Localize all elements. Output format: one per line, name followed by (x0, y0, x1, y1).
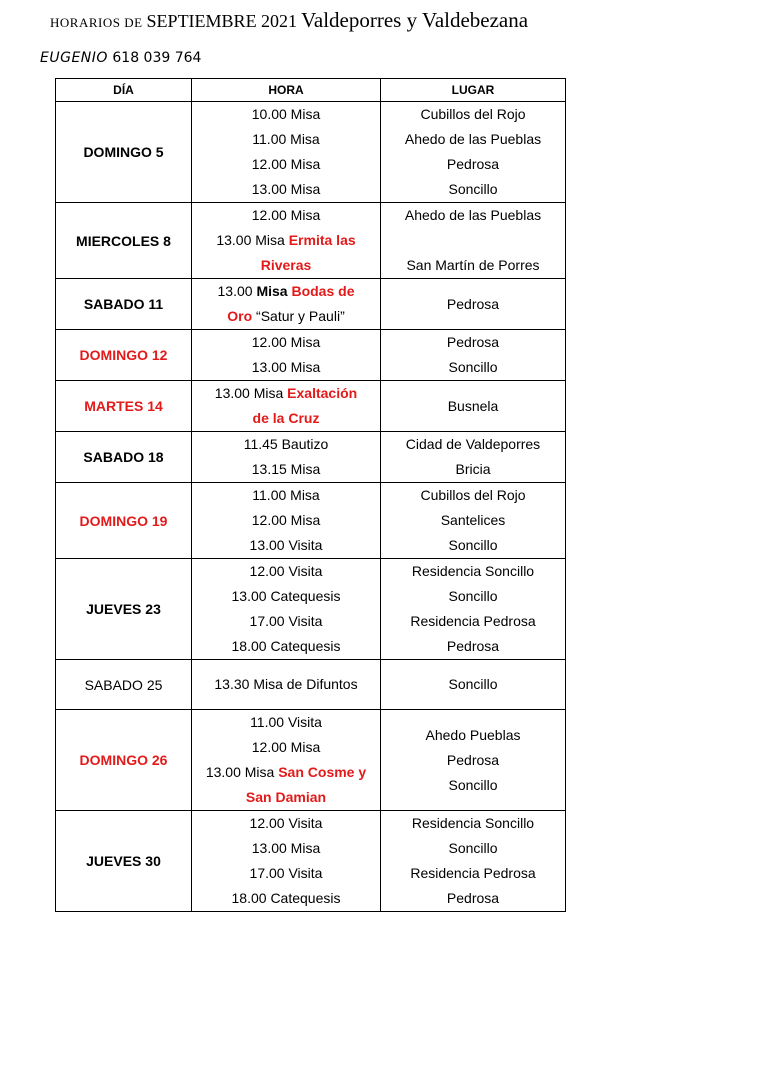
lugar-line: Pedrosa (446, 295, 500, 312)
event-name: Exaltación (287, 385, 358, 401)
hora-cell (192, 203, 381, 279)
day-cell: DOMINGO 5 (56, 102, 192, 203)
contact-name: EUGENIO (40, 50, 108, 66)
title-place: Valdeporres y Valdebezana (301, 8, 529, 32)
hora-line: 17.00 Visita (249, 613, 323, 629)
lugar-cell (381, 432, 566, 483)
lugar-cell (381, 381, 566, 432)
table-row (56, 811, 566, 912)
hora-line: 10.00 Misa (251, 106, 321, 122)
lugar-line: Ahedo Pueblas (425, 726, 521, 743)
lugar-cell (381, 279, 566, 330)
table-row (56, 102, 566, 203)
hora-time: 13.00 (217, 283, 253, 299)
lugar-cell (381, 102, 566, 203)
day-cell: SABADO 25 (56, 660, 192, 710)
lugar-line: Cubillos del Rojo (420, 106, 526, 122)
hora-line: 13.30 Misa de Difuntos (214, 676, 358, 692)
hora-type: Misa (256, 283, 288, 299)
table-row (56, 660, 566, 710)
hora-line: 11.00 Misa (252, 131, 320, 147)
hora-line: 12.00 Visita (249, 815, 323, 831)
table-row (56, 483, 566, 559)
hora-cell (192, 483, 381, 559)
contact-phone: 618 039 764 (112, 50, 202, 66)
day-cell: JUEVES 30 (56, 811, 192, 912)
hora-cell (192, 660, 381, 710)
title-month: SEPTIEMBRE 2021 (146, 11, 298, 31)
event-name: de la Cruz (252, 410, 320, 426)
hora-line: 18.00 Catequesis (231, 638, 341, 654)
day-cell: JUEVES 23 (56, 559, 192, 660)
lugar-line: Cubillos del Rojo (420, 487, 526, 503)
column-header-lugar: LUGAR (381, 79, 566, 102)
day-cell: DOMINGO 19 (56, 483, 192, 559)
lugar-line: Residencia Pedrosa (410, 865, 536, 881)
contact-line (40, 50, 201, 66)
column-header-dia: DÍA (56, 79, 192, 102)
day-cell: DOMINGO 12 (56, 330, 192, 381)
hora-line: 13.15 Misa (251, 461, 321, 477)
hora-line (192, 279, 380, 304)
lugar-line: Soncillo (448, 776, 498, 793)
lugar-line: Pedrosa (446, 156, 500, 172)
day-cell: MARTES 14 (56, 381, 192, 432)
hora-cell (192, 559, 381, 660)
lugar-cell (381, 203, 566, 279)
hora-line: 12.00 Visita (249, 563, 323, 579)
hora-cell (192, 381, 381, 432)
hora-line: 11.45 Bautizo (243, 436, 329, 452)
lugar-line: Ahedo de las Pueblas (404, 131, 542, 147)
hora-cell (192, 330, 381, 381)
hora-cell (192, 811, 381, 912)
table-header-row (56, 79, 566, 102)
lugar-cell (381, 710, 566, 811)
hora-line: 17.00 Visita (249, 865, 323, 881)
lugar-line: San Martín de Porres (406, 257, 540, 273)
column-header-hora: HORA (192, 79, 381, 102)
lugar-line: Soncillo (448, 537, 498, 553)
table-row (56, 559, 566, 660)
day-cell: SABADO 18 (56, 432, 192, 483)
schedule-table (55, 78, 566, 912)
lugar-line: Pedrosa (446, 751, 500, 768)
hora-time: 13.00 Misa (216, 232, 285, 248)
hora-line: 12.00 Misa (251, 334, 321, 350)
event-name: Ermita las (288, 232, 356, 248)
lugar-line: Cidad de Valdeporres (405, 436, 541, 452)
table-row (56, 432, 566, 483)
hora-line: 12.00 Misa (251, 156, 321, 172)
lugar-line: Bricia (455, 461, 491, 477)
hora-line: 11.00 Misa (252, 487, 320, 503)
event-detail: “Satur y Pauli” (256, 308, 345, 324)
hora-cell (192, 102, 381, 203)
hora-line: 13.00 Catequesis (231, 588, 341, 604)
table-row (56, 330, 566, 381)
lugar-line: Soncillo (448, 588, 498, 604)
event-name: San Damian (245, 789, 327, 805)
event-name: Riveras (260, 257, 312, 273)
hora-time: 13.00 Misa (214, 385, 284, 401)
hora-line (192, 228, 380, 253)
hora-cell (192, 279, 381, 330)
event-name: Bodas de (291, 283, 355, 299)
hora-line: 11.00 Visita (250, 714, 322, 730)
hora-line: 13.00 Misa (251, 181, 321, 197)
title-prefix: HORARIOS DE (50, 15, 143, 30)
day-cell: MIERCOLES 8 (56, 203, 192, 279)
lugar-cell (381, 660, 566, 710)
lugar-line: Pedrosa (446, 638, 500, 654)
lugar-line: Soncillo (448, 181, 498, 197)
event-name: Oro (227, 308, 253, 324)
hora-line: 13.00 Misa (251, 840, 321, 856)
lugar-line: Residencia Soncillo (411, 815, 535, 831)
lugar-line: Santelices (440, 512, 506, 528)
lugar-line: Soncillo (448, 840, 498, 856)
table-row (56, 279, 566, 330)
table-row (56, 203, 566, 279)
lugar-line: Soncillo (448, 676, 498, 692)
hora-line: 13.00 Visita (249, 537, 323, 553)
lugar-cell (381, 811, 566, 912)
page-title (50, 8, 528, 33)
hora-line: 12.00 Misa (251, 512, 321, 528)
table-row (56, 381, 566, 432)
lugar-line: Soncillo (448, 359, 498, 375)
hora-cell (192, 432, 381, 483)
lugar-line: Pedrosa (446, 334, 500, 350)
lugar-line: Ahedo de las Pueblas (404, 207, 542, 223)
lugar-line: Residencia Soncillo (411, 563, 535, 579)
hora-line (192, 381, 380, 406)
lugar-line: Residencia Pedrosa (410, 613, 536, 629)
hora-cell (192, 710, 381, 811)
lugar-cell (381, 330, 566, 381)
hora-line (192, 304, 380, 329)
hora-line: 12.00 Misa (251, 739, 321, 755)
lugar-line: Pedrosa (446, 890, 500, 906)
lugar-cell (381, 483, 566, 559)
lugar-line: Busnela (447, 397, 499, 414)
lugar-line (381, 228, 565, 253)
hora-line: 12.00 Misa (251, 207, 321, 223)
hora-line (192, 760, 380, 785)
table-row (56, 710, 566, 811)
lugar-cell (381, 559, 566, 660)
event-name: San Cosme y (278, 764, 367, 780)
hora-time: 13.00 Misa (205, 764, 275, 780)
day-cell: SABADO 11 (56, 279, 192, 330)
hora-line: 13.00 Misa (251, 359, 321, 375)
hora-line: 18.00 Catequesis (231, 890, 341, 906)
day-cell: DOMINGO 26 (56, 710, 192, 811)
